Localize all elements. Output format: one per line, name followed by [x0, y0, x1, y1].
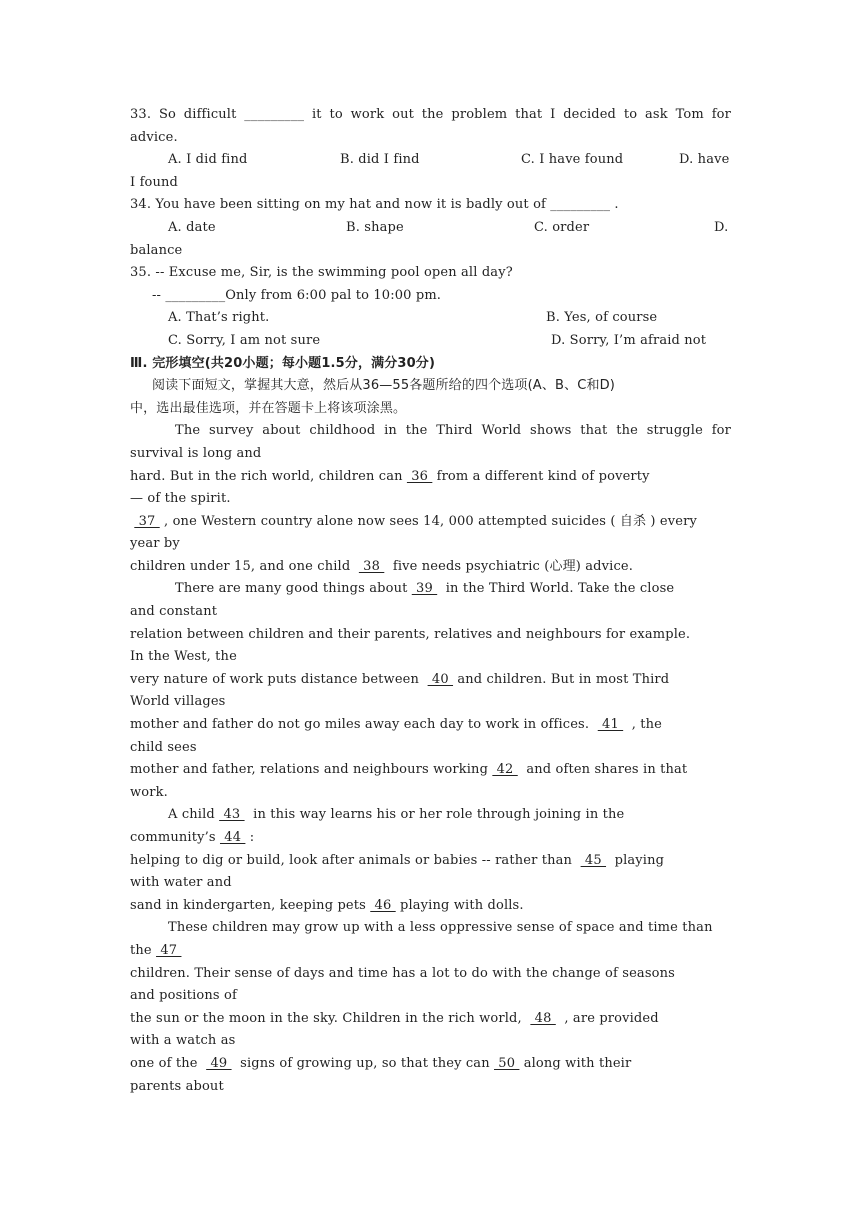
- blank-42[interactable]: 42: [492, 762, 518, 778]
- blank-44[interactable]: 44: [219, 830, 246, 845]
- passage-text: community’s: [130, 830, 220, 845]
- passage-line: with water and: [130, 875, 232, 891]
- blank-45[interactable]: 45: [580, 852, 607, 868]
- passage-line: survival is long and: [130, 445, 262, 461]
- q34-option-c: C. order: [534, 219, 590, 235]
- q35-options-row2: [130, 330, 731, 353]
- q34-stem: 34. You have been sitting on my hat and now it is badly out of _________ .: [130, 197, 619, 213]
- blank-50[interactable]: 50: [494, 1055, 520, 1071]
- q33-option-a: A. I did find: [168, 152, 248, 168]
- blank-47[interactable]: 47: [156, 942, 182, 958]
- passage-text: , are provided: [555, 1010, 659, 1026]
- passage-line: [130, 759, 731, 782]
- passage-text: , one Western country alone now sees 14, 000 attempted suicides ( 自杀 ) every: [159, 513, 697, 529]
- q35-options-row1: [130, 307, 731, 330]
- section-instructions-cont: 中，选出最佳选项，并在答题卡上将该项涂黑。: [130, 400, 407, 416]
- passage-line: [130, 1053, 731, 1076]
- passage-line: [130, 1008, 731, 1031]
- passage-text: mother and father, relations and neighbours working: [130, 762, 493, 778]
- document-page: [130, 104, 731, 1098]
- passage-line: — of the spirit.: [130, 491, 231, 507]
- passage-text: signs of growing up, so that they can: [231, 1055, 495, 1071]
- q34-options: [130, 217, 731, 240]
- passage-text: very nature of work puts distance between: [130, 671, 428, 687]
- q35-reply: -- _________Only from 6:00 pal to 10:00 pm.: [152, 287, 442, 303]
- q33-options: [130, 149, 731, 172]
- passage-line: [130, 556, 731, 579]
- q35-option-b: B. Yes, of course: [546, 310, 658, 326]
- passage-line: World villages: [130, 694, 226, 710]
- q35-stem: 35. -- Excuse me, Sir, is the swimming pool open all day?: [130, 265, 513, 281]
- passage-text: the: [130, 942, 157, 958]
- passage-text: hard. But in the rich world, children can: [130, 468, 407, 484]
- passage-text: helping to dig or build, look after animals or babies -- rather than: [130, 852, 581, 868]
- q34-option-d-wrap: balance: [130, 242, 183, 258]
- blank-37[interactable]: 37: [134, 513, 160, 529]
- q35-option-a: A. That’s right.: [168, 310, 270, 326]
- passage-line: [130, 511, 731, 534]
- q33-option-c: C. I have found: [521, 152, 624, 168]
- passage-line: [130, 669, 731, 692]
- passage-text: five needs psychiatric (心理) advice.: [384, 558, 633, 574]
- q34-option-d: D.: [714, 219, 729, 235]
- section-heading: Ⅲ. 完形填空(共20小题；每小题1.5分，满分30分): [130, 355, 436, 371]
- passage-line: In the West, the: [130, 649, 237, 665]
- passage-line: and positions of: [130, 988, 237, 1004]
- passage-line: The survey about childhood in the Third World shows that the struggle for: [175, 423, 731, 439]
- passage-text: , the: [623, 717, 663, 733]
- passage-text: playing with dolls.: [395, 897, 524, 913]
- blank-48[interactable]: 48: [530, 1010, 556, 1026]
- passage-line: [130, 895, 731, 918]
- passage-line: [130, 714, 731, 737]
- passage-line: [130, 466, 731, 489]
- blank-49[interactable]: 49: [206, 1055, 232, 1071]
- passage-text: sand in kindergarten, keeping pets: [130, 897, 371, 913]
- passage-text: playing: [606, 852, 665, 868]
- passage-line: parents about: [130, 1078, 224, 1094]
- passage-line: [130, 850, 731, 873]
- passage-line: child sees: [130, 739, 197, 755]
- blank-36[interactable]: 36: [406, 468, 433, 484]
- blank-39[interactable]: 39: [411, 581, 438, 597]
- passage-line: children. Their sense of days and time has a lot to do with the change of seasons: [130, 965, 675, 981]
- q34-option-b: B. shape: [346, 219, 404, 235]
- passage-text: There are many good things about: [175, 581, 412, 597]
- passage-line: and constant: [130, 604, 218, 620]
- passage-text: mother and father do not go miles away each day to work in offices.: [130, 717, 598, 733]
- passage-text: one of the: [130, 1055, 207, 1071]
- passage-line: work.: [130, 784, 168, 800]
- passage-text: from a different kind of poverty: [432, 468, 650, 484]
- passage-line: year by: [130, 536, 180, 552]
- passage-line: These children may grow up with a less oppressive sense of space and time than: [168, 920, 713, 936]
- passage-text: along with their: [519, 1055, 632, 1071]
- q35-option-d: D. Sorry, I’m afraid not: [551, 332, 707, 348]
- blank-41[interactable]: 41: [597, 717, 624, 733]
- section-instructions: 阅读下面短文，掌握其大意，然后从36—55各题所给的四个选项(A、B、C和D): [152, 378, 615, 394]
- q33-option-b: B. did I find: [340, 152, 420, 168]
- passage-text: the sun or the moon in the sky. Children in the rich world,: [130, 1010, 531, 1026]
- blank-40[interactable]: 40: [427, 671, 454, 687]
- passage-line: [130, 940, 731, 963]
- passage-line: with a watch as: [130, 1033, 236, 1049]
- passage-line: [130, 578, 731, 601]
- passage-text: and often shares in that: [517, 762, 688, 778]
- passage-text: in this way learns his or her role through joining in the: [244, 807, 625, 823]
- q33-stem: 33. So difficult _________ it to work out the problem that I decided to ask Tom for: [130, 107, 731, 122]
- q34-option-a: A. date: [168, 219, 216, 235]
- passage-text: children under 15, and one child: [130, 558, 359, 574]
- blank-43[interactable]: 43: [219, 807, 245, 823]
- passage-line: relation between children and their parents, relatives and neighbours for example.: [130, 626, 691, 642]
- q33-option-d: D. have: [679, 152, 730, 168]
- passage-text: :: [245, 830, 255, 845]
- passage-text: in the Third World. Take the close: [437, 581, 675, 597]
- q33-option-d-wrap: I found: [130, 174, 179, 190]
- passage-line: [130, 827, 731, 850]
- q35-option-c: C. Sorry, I am not sure: [168, 332, 321, 348]
- blank-46[interactable]: 46: [370, 897, 396, 913]
- blank-38[interactable]: 38: [358, 558, 385, 574]
- passage-text: A child: [168, 807, 220, 823]
- passage-line: [130, 804, 731, 827]
- q33-stem-cont: advice.: [130, 129, 178, 145]
- passage-text: and children. But in most Third: [453, 671, 670, 687]
